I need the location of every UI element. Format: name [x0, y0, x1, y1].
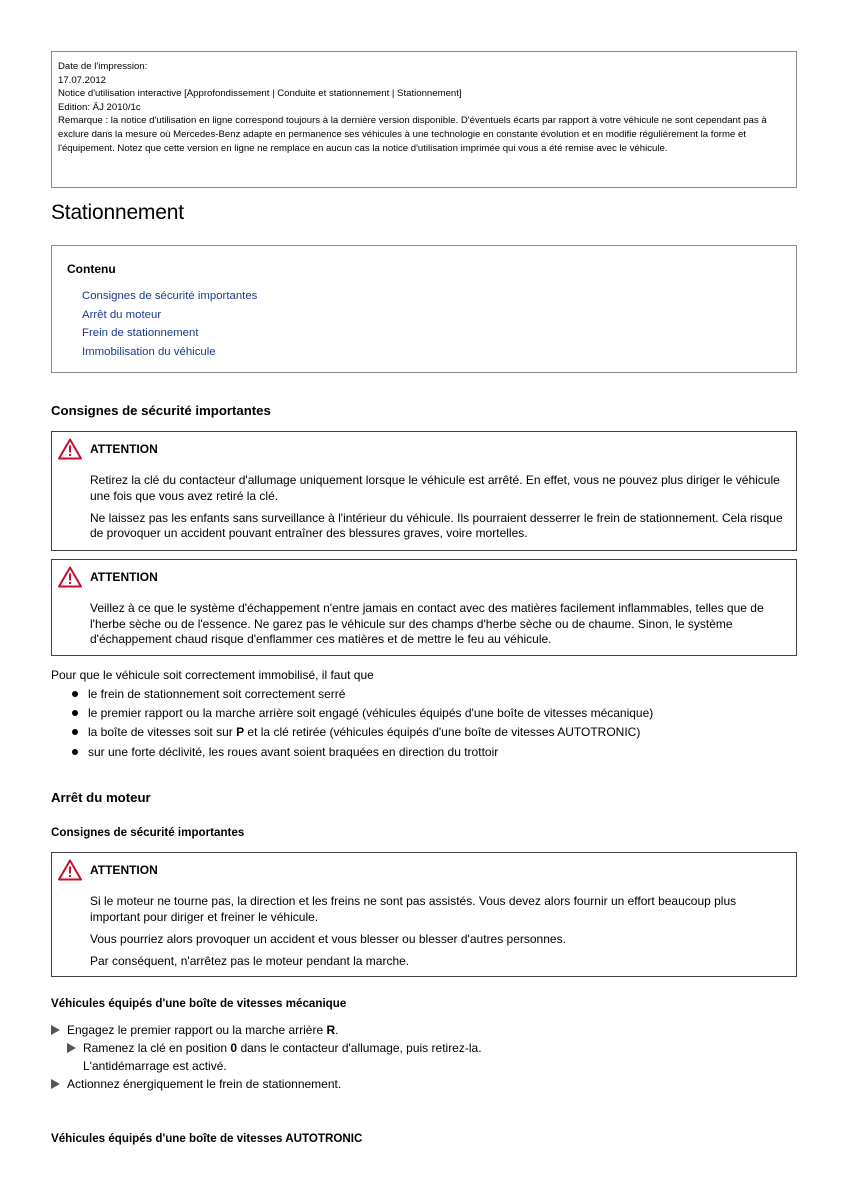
- step-item: [51, 1021, 482, 1039]
- section-heading-engine-stop: Arrêt du moteur: [51, 790, 151, 805]
- step-text: .: [335, 1023, 339, 1037]
- gear-position-r: R: [326, 1023, 336, 1037]
- warning-paragraph: Retirez la clé du contacteur d'allumage uniquement lorsque le véhicule est arrêté. En effet, vous ne pouvez plus diriger le véhicule une fois que vous avez retiré la clé.: [90, 473, 780, 503]
- step-item: [51, 1075, 482, 1093]
- subheading-safety: Consignes de sécurité importantes: [51, 826, 245, 839]
- print-edition: Edition: ÄJ 2010/1c: [58, 101, 141, 113]
- step-text: Actionnez énergiquement le frein de stationnement.: [67, 1077, 342, 1091]
- warning-box: [51, 431, 797, 551]
- toc-link-immobilisation[interactable]: Immobilisation du véhicule: [82, 345, 216, 358]
- print-date: 17.07.2012: [58, 74, 107, 86]
- print-path: Notice d'utilisation interactive [Approfondissement | Conduite et stationnement | Stationnement]: [58, 88, 462, 100]
- step-text: dans le contacteur d'allumage, puis retirez-la.: [237, 1041, 482, 1055]
- section-heading-safety: Consignes de sécurité importantes: [51, 403, 271, 418]
- list-item-text: la boîte de vitesses soit sur: [88, 725, 237, 740]
- warning-triangle-icon: [58, 438, 82, 460]
- gear-position-p: P: [236, 725, 245, 740]
- intro-text: Pour que le véhicule soit correctement immobilisé, il faut que: [51, 668, 374, 682]
- toc-link-parking-brake[interactable]: Frein de stationnement: [82, 327, 199, 340]
- list-item: [70, 723, 653, 742]
- print-remark: Remarque : la notice d'utilisation en ligne correspond toujours à la dernière version disponible. D'éventuels écarts par rapport à votre véhicule ne sont cependant pas à exclure dans la mesure où Mercedes-Benz adapte en permanence ses véhicules à une technologie en constante évolution et en modifie régulièrement la forme et l'équipement. Notez que cette version en ligne ne remplace en aucun cas la notice d'utilisation imprimée qui vous a été remise avec le véhicule.: [58, 115, 767, 154]
- step-item-result: [51, 1039, 482, 1057]
- arrow-right-icon: [51, 1079, 60, 1089]
- arrow-right-icon: [67, 1043, 76, 1053]
- arrow-right-icon: [51, 1025, 60, 1035]
- warning-paragraph: Si le moteur ne tourne pas, la direction et les freins ne sont pas assistés. Vous devez alors fournir un effort beaucoup plus important pour diriger et freiner le véhicule.: [90, 894, 737, 924]
- step-text: Engagez le premier rapport ou la marche arrière: [67, 1023, 327, 1037]
- toc-list: [82, 287, 796, 361]
- warning-title: ATTENTION: [90, 442, 158, 456]
- key-position-0: 0: [230, 1041, 238, 1055]
- table-of-contents: [51, 245, 797, 373]
- step-text: Ramenez la clé en position: [83, 1041, 231, 1055]
- subheading-manual-gearbox: Véhicules équipés d'une boîte de vitesses mécanique: [51, 997, 347, 1010]
- toc-link-engine-stop[interactable]: Arrêt du moteur: [82, 308, 162, 321]
- warning-body: [90, 894, 784, 976]
- warning-triangle-icon: [58, 566, 82, 588]
- warning-box: [51, 559, 797, 656]
- warning-body: [90, 601, 784, 654]
- toc-heading: Contenu: [67, 262, 116, 276]
- warning-box: [51, 852, 797, 977]
- warning-paragraph: Par conséquent, n'arrêtez pas le moteur pendant la marche.: [90, 953, 410, 968]
- step-result-text: L'antidémarrage est activé.: [83, 1059, 227, 1073]
- warning-body: [90, 473, 784, 549]
- list-item: le premier rapport ou la marche arrière soit engagé (véhicules équipés d'une boîte de vitesses mécanique): [70, 704, 653, 723]
- warning-paragraph: Ne laissez pas les enfants sans surveillance à l'intérieur du véhicule. Ils pourraient desserrer le frein de stationnement. Cela risque de provoquer un accident pouvant entraîner des blessures graves, voire mortelles.: [90, 510, 783, 541]
- print-date-label: Date de l'impression:: [58, 61, 148, 72]
- page-title: Stationnement: [51, 201, 184, 224]
- list-item: le frein de stationnement soit correctement serré: [70, 685, 653, 704]
- print-info-box: [51, 51, 797, 188]
- warning-paragraph: Vous pourriez alors provoquer un accident et vous blesser ou blesser d'autres personnes.: [90, 931, 566, 946]
- warning-paragraph: Veillez à ce que le système d'échappement n'entre jamais en contact avec des matières facilement inflammables, telles que de l'herbe sèche ou de l'essence. Ne garez pas le véhicule sur des champs d'herbe sèche ou de chaume. Sinon, le système d'échappement chaud risque d'enflammer ces matières et de mettre le feu au véhicule.: [90, 601, 764, 647]
- warning-title: ATTENTION: [90, 863, 158, 877]
- warning-triangle-icon: [58, 859, 82, 881]
- toc-link-safety[interactable]: Consignes de sécurité importantes: [82, 290, 258, 302]
- list-item: sur une forte déclivité, les roues avant soient braquées en direction du trottoir: [70, 743, 653, 762]
- step-list: [51, 1021, 482, 1093]
- subheading-autotronic: Véhicules équipés d'une boîte de vitesses AUTOTRONIC: [51, 1132, 363, 1145]
- bullet-list: [70, 685, 653, 762]
- warning-title: ATTENTION: [90, 570, 158, 584]
- list-item-text: et la clé retirée (véhicules équipés d'une boîte de vitesses AUTOTRONIC): [244, 725, 641, 740]
